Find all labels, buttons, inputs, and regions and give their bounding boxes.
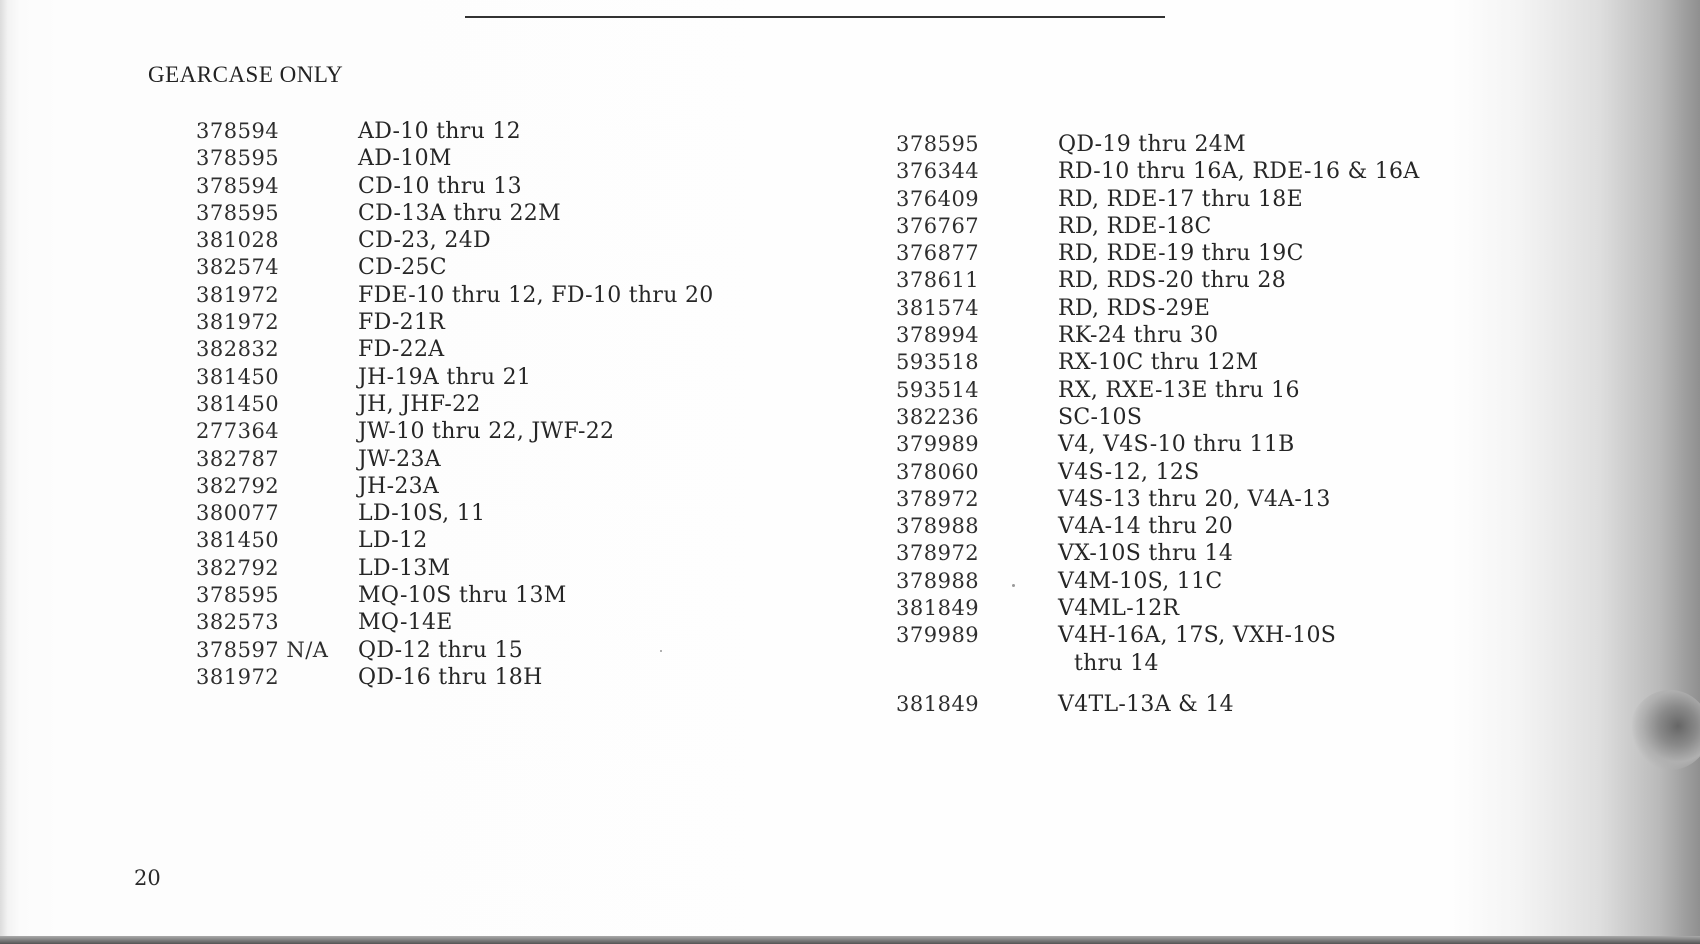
parts-row xyxy=(896,322,1420,349)
parts-row xyxy=(896,404,1420,431)
right-parts-column xyxy=(896,131,1420,718)
parts-row xyxy=(896,267,1420,294)
model-range: JH-19A thru 21 xyxy=(358,364,532,390)
parts-row xyxy=(196,227,714,254)
paper-speck xyxy=(1012,584,1015,587)
part-number: 381450 xyxy=(196,528,280,553)
model-range: CD-13A thru 22M xyxy=(358,200,561,226)
part-number: 381849 xyxy=(896,596,980,621)
part-number: 378594 xyxy=(196,173,280,198)
part-number: 382832 xyxy=(196,337,280,362)
left-parts-column xyxy=(196,118,714,691)
model-range: RD, RDS-20 thru 28 xyxy=(1058,268,1286,294)
parts-row xyxy=(196,173,714,200)
parts-row xyxy=(896,158,1420,185)
model-range: JH-23A xyxy=(358,473,440,499)
part-number: 376877 xyxy=(896,241,980,266)
model-range: V4, V4S-10 thru 11B xyxy=(1058,432,1295,458)
model-range: V4S-13 thru 20, V4A-13 xyxy=(1058,486,1331,512)
model-range: V4ML-12R xyxy=(1058,596,1180,622)
part-number: 380077 xyxy=(196,501,280,526)
model-range: RX, RXE-13E thru 16 xyxy=(1058,377,1300,403)
model-range: FD-21R xyxy=(358,310,446,336)
parts-row xyxy=(896,595,1420,622)
paper-speck xyxy=(660,650,662,652)
model-range: QD-16 thru 18H xyxy=(358,664,543,690)
parts-row xyxy=(896,131,1420,158)
part-number: 593518 xyxy=(896,350,980,375)
model-range: AD-10M xyxy=(358,146,452,172)
parts-row xyxy=(196,664,714,691)
model-range: RD, RDE-17 thru 18E xyxy=(1058,186,1303,212)
model-range: RD, RDE-18C xyxy=(1058,213,1212,239)
part-number: 382792 xyxy=(196,555,280,580)
model-range: MQ-14E xyxy=(358,610,453,636)
model-range: VX-10S thru 14 xyxy=(1058,541,1234,567)
parts-row xyxy=(896,513,1420,540)
part-number: 381972 xyxy=(196,310,280,335)
part-number: 379989 xyxy=(896,623,980,648)
parts-row xyxy=(196,582,714,609)
part-number: 378597 N/A xyxy=(196,637,329,662)
parts-row xyxy=(196,609,714,636)
parts-row xyxy=(896,486,1420,513)
parts-row xyxy=(196,364,714,391)
binder-hole xyxy=(1630,690,1700,770)
parts-row xyxy=(896,431,1420,458)
part-number: 593514 xyxy=(896,377,980,402)
parts-row xyxy=(896,540,1420,567)
part-number: 382792 xyxy=(196,473,280,498)
part-number: 378595 xyxy=(196,146,280,171)
part-number: 381028 xyxy=(196,228,280,253)
model-range: V4S-12, 12S xyxy=(1058,459,1200,485)
part-number: 379989 xyxy=(896,432,980,457)
model-range: JW-23A xyxy=(358,446,441,472)
model-range: RX-10C thru 12M xyxy=(1058,350,1259,376)
part-number: 378972 xyxy=(896,541,980,566)
parts-row-continuation xyxy=(896,650,1420,677)
parts-row xyxy=(896,622,1420,649)
model-range: CD-25C xyxy=(358,255,447,281)
parts-row xyxy=(896,295,1420,322)
parts-row xyxy=(196,555,714,582)
part-number: 382574 xyxy=(196,255,280,280)
parts-row xyxy=(896,568,1420,595)
model-range: LD-13M xyxy=(358,555,451,581)
part-number: 378595 xyxy=(196,583,280,608)
part-number: 382573 xyxy=(196,610,280,635)
model-range: FD-22A xyxy=(358,337,445,363)
model-range: JW-10 thru 22, JWF-22 xyxy=(358,419,615,445)
parts-row xyxy=(196,500,714,527)
parts-row xyxy=(196,418,714,445)
model-range: QD-19 thru 24M xyxy=(1058,132,1246,157)
part-number: 376409 xyxy=(896,186,980,211)
model-range: AD-10 thru 12 xyxy=(358,119,521,144)
part-number: 378060 xyxy=(896,459,980,484)
parts-row xyxy=(196,446,714,473)
parts-row xyxy=(196,254,714,281)
model-range: LD-10S, 11 xyxy=(358,501,486,527)
parts-row xyxy=(896,240,1420,267)
parts-row xyxy=(896,377,1420,404)
part-number: 378611 xyxy=(896,268,980,293)
part-number: 381574 xyxy=(896,295,980,320)
model-range: V4A-14 thru 20 xyxy=(1058,514,1234,540)
model-range: RK-24 thru 30 xyxy=(1058,323,1219,349)
part-number: 378988 xyxy=(896,568,980,593)
parts-row xyxy=(196,118,714,145)
parts-row xyxy=(196,473,714,500)
page-bottom-edge xyxy=(0,936,1700,944)
row-gap xyxy=(896,677,1420,691)
parts-row xyxy=(896,349,1420,376)
parts-row xyxy=(896,459,1420,486)
part-number: 277364 xyxy=(196,419,280,444)
parts-row xyxy=(896,691,1420,718)
part-number: 378988 xyxy=(896,514,980,539)
parts-row xyxy=(896,213,1420,240)
part-number: 378595 xyxy=(196,200,280,225)
model-range: CD-23, 24D xyxy=(358,228,491,254)
parts-row xyxy=(196,309,714,336)
part-number: 381972 xyxy=(196,282,280,307)
part-number: 381849 xyxy=(896,691,980,716)
model-range: CD-10 thru 13 xyxy=(358,173,522,199)
model-range: RD, RDE-19 thru 19C xyxy=(1058,241,1304,267)
model-range: JH, JHF-22 xyxy=(358,391,481,417)
model-range: RD-10 thru 16A, RDE-16 & 16A xyxy=(1058,159,1420,185)
page-number: 20 xyxy=(134,866,161,890)
model-range: FDE-10 thru 12, FD-10 thru 20 xyxy=(358,282,714,308)
model-range: QD-12 thru 15 xyxy=(358,637,524,663)
part-number: 381972 xyxy=(196,664,280,689)
parts-row xyxy=(196,637,714,664)
part-number: 378595 xyxy=(896,132,980,156)
model-range: V4TL-13A & 14 xyxy=(1058,691,1234,717)
parts-row xyxy=(196,336,714,363)
model-range: RD, RDS-29E xyxy=(1058,295,1211,321)
model-range: SC-10S xyxy=(1058,404,1143,430)
model-range-continuation: thru 14 xyxy=(1074,650,1159,676)
part-number: 381450 xyxy=(196,391,280,416)
part-number: 378972 xyxy=(896,486,980,511)
top-rule xyxy=(465,16,1165,18)
parts-row xyxy=(896,186,1420,213)
part-number: 376767 xyxy=(896,213,980,238)
part-number: 382236 xyxy=(896,404,980,429)
model-range: MQ-10S thru 13M xyxy=(358,583,567,609)
parts-row xyxy=(196,200,714,227)
model-range: V4H-16A, 17S, VXH-10S xyxy=(1058,623,1337,649)
part-number: 378594 xyxy=(196,119,280,143)
part-number: 382787 xyxy=(196,446,280,471)
part-number: 376344 xyxy=(896,159,980,184)
model-range: LD-12 xyxy=(358,528,428,554)
section-title: GEARCASE ONLY xyxy=(148,62,344,87)
parts-row xyxy=(196,282,714,309)
part-number-spacer xyxy=(896,650,1058,677)
parts-row xyxy=(196,145,714,172)
part-number: 381450 xyxy=(196,364,280,389)
parts-row xyxy=(196,391,714,418)
part-number: 378994 xyxy=(896,323,980,348)
parts-row xyxy=(196,527,714,554)
model-range: V4M-10S, 11C xyxy=(1058,568,1223,594)
